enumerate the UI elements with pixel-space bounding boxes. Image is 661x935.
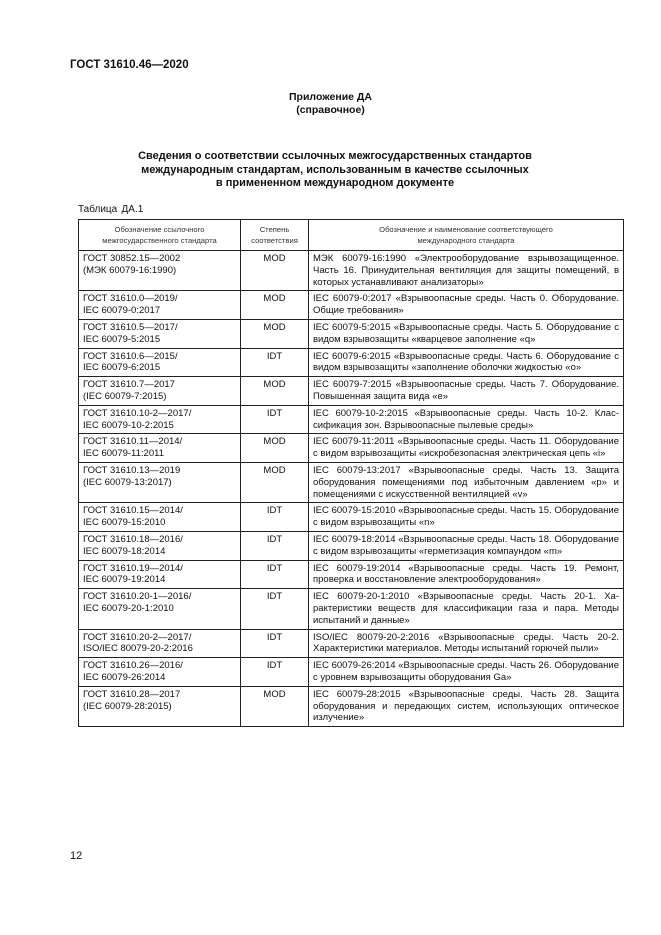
table-row	[79, 291, 624, 320]
interstate-standard-cell	[79, 462, 241, 502]
interstate-standard-cell	[79, 319, 241, 348]
table-row	[79, 377, 624, 406]
standard-designation: ГОСТ 31610.26—2016/	[83, 660, 183, 672]
correspondence-degree-cell: MOD	[241, 377, 309, 406]
column-header-interstate-standard	[79, 220, 241, 251]
table-row	[79, 589, 624, 629]
standard-designation-secondary: IEC 60079-5:2015	[83, 333, 161, 345]
standard-designation-secondary: (IEC 60079-28:2015)	[83, 700, 172, 712]
interstate-standard-cell	[79, 531, 241, 560]
international-standard-cell: IEC 60079-20-1:2010 «Взрывоопасные среды. Часть 20-1. Характеристики веществ для классификации газа и пара. Методы испытаний и данные»	[309, 589, 624, 629]
interstate-standard-cell	[79, 405, 241, 434]
correspondence-degree-cell: IDT	[241, 589, 309, 629]
correspondence-degree-cell: IDT	[241, 629, 309, 658]
table-row	[79, 560, 624, 589]
interstate-standard-cell	[79, 589, 241, 629]
column-header-line: Обозначение и наименование соответствующего	[379, 225, 553, 234]
standard-designation-secondary: IEC 60079-6:2015	[83, 362, 161, 374]
international-standard-cell: IEC 60079-13:2017 «Взрывоопасные среды. Часть 13. Защита оборудования помещениями под избыточным давлением «р» и помещениями с искусственной вентиляцией «v»	[309, 462, 624, 502]
table-row	[79, 405, 624, 434]
international-standard-cell: IEC 60079-5:2015 «Взрывоопасные среды. Часть 5. Оборудование с видом взрывозащиты «кварцевое заполнение «q»	[309, 319, 624, 348]
standard-designation: ГОСТ 31610.0—2019/	[83, 293, 178, 305]
international-standard-cell: IEC 60079-18:2014 «Взрывоопасные среды. Часть 18. Оборудование с видом взрывозащиты «герметизация компаундом «m»	[309, 531, 624, 560]
table-row	[79, 686, 624, 726]
table-header-row	[79, 220, 624, 251]
interstate-standard-cell	[79, 560, 241, 589]
standard-designation-secondary: (IEC 60079-13:2017)	[83, 476, 172, 488]
table-row	[79, 658, 624, 687]
standard-designation-secondary: IEC 60079-19:2014	[83, 574, 166, 586]
standard-designation: ГОСТ 31610.10-2—2017/	[83, 407, 192, 419]
standard-designation: ГОСТ 31610.19—2014/	[83, 562, 183, 574]
standard-designation-secondary: (IEC 60079-7:2015)	[83, 390, 167, 402]
standard-designation-secondary: IEC 60079-0:2017	[83, 305, 161, 317]
standard-designation: ГОСТ 31610.18—2016/	[83, 533, 183, 545]
appendix-title: Приложение ДА	[289, 91, 372, 103]
international-standard-cell: МЭК 60079-16:1990 «Электрооборудование взрывозащищенное. Часть 16. Принудительная вентиляция для защиты помещений, в которых устанавливают анализаторы»	[309, 251, 624, 291]
table-row	[79, 629, 624, 658]
table-row	[79, 251, 624, 291]
correspondence-degree-cell: IDT	[241, 348, 309, 377]
correspondence-degree-cell: IDT	[241, 658, 309, 687]
correspondence-degree-cell: MOD	[241, 686, 309, 726]
standard-designation-secondary: IEC 60079-18:2014	[83, 545, 166, 557]
standard-designation-secondary: ISO/IEC 80079-20-2:2016	[83, 643, 193, 655]
international-standard-cell: IEC 60079-6:2015 «Взрывоопасные среды. Часть 6. Оборудование с видом взрывозащиты «заполнение оболочки жидкостью «о»	[309, 348, 624, 377]
standard-designation: ГОСТ 31610.5—2017/	[83, 321, 178, 333]
table-body	[79, 251, 624, 727]
column-header-line: международного стандарта	[417, 236, 515, 245]
section-title	[100, 150, 570, 191]
table-row	[79, 531, 624, 560]
standard-designation-secondary: IEC 60079-26:2014	[83, 671, 166, 683]
table-caption	[78, 204, 143, 215]
column-header-degree	[241, 220, 309, 251]
international-standard-cell: IEC 60079-19:2014 «Взрывоопасные среды. Часть 19. Ремонт, проверка и восстановление электрооборудования»	[309, 560, 624, 589]
section-title-line: в примененном международном документе	[215, 177, 455, 189]
standard-designation: ГОСТ 31610.20-1—2016/	[83, 591, 192, 603]
interstate-standard-cell	[79, 291, 241, 320]
document-code: ГОСТ 31610.46—2020	[70, 59, 189, 71]
table-row	[79, 319, 624, 348]
standard-designation-secondary: IEC 60079-10-2:2015	[83, 419, 174, 431]
standard-designation-secondary: IEC 60079-15:2010	[83, 517, 166, 529]
column-header-line: Степень	[259, 225, 290, 234]
standard-designation: ГОСТ 31610.28—2017	[83, 688, 181, 700]
correspondence-degree-cell: MOD	[241, 251, 309, 291]
international-standard-cell: IEC 60079-28:2015 «Взрывоопасные среды. Часть 28. Защита оборудования и передающих систем, использующих оптическое излучение»	[309, 686, 624, 726]
interstate-standard-cell	[79, 348, 241, 377]
correspondence-degree-cell: IDT	[241, 405, 309, 434]
interstate-standard-cell	[79, 629, 241, 658]
correspondence-degree-cell: MOD	[241, 291, 309, 320]
interstate-standard-cell	[79, 377, 241, 406]
interstate-standard-cell	[79, 251, 241, 291]
international-standard-cell: IEC 60079-0:2017 «Взрывоопасные среды. Часть 0. Оборудование. Общие требования»	[309, 291, 624, 320]
standard-designation: ГОСТ 31610.6—2015/	[83, 350, 178, 362]
table-row	[79, 503, 624, 532]
section-title-line: Сведения о соответствии ссылочных межгосударственных стандартов	[138, 150, 532, 162]
standard-designation: ГОСТ 31610.15—2014/	[83, 505, 183, 517]
table-caption-label: Таблица	[78, 204, 118, 215]
international-standard-cell: ISO/IEC 80079-20-2:2016 «Взрывоопасные среды. Часть 20-2. Характеристики материалов. Методы испытаний горючей пыли»	[309, 629, 624, 658]
interstate-standard-cell	[79, 434, 241, 463]
interstate-standard-cell	[79, 658, 241, 687]
correspondence-degree-cell: IDT	[241, 560, 309, 589]
correspondence-degree-cell: IDT	[241, 503, 309, 532]
standard-designation: ГОСТ 31610.13—2019	[83, 464, 181, 476]
standard-designation-secondary: IEC 60079-20-1:2010	[83, 602, 174, 614]
standard-designation: ГОСТ 31610.7—2017	[83, 379, 175, 391]
column-header-line: соответствия	[251, 236, 298, 245]
page-number: 12	[70, 850, 83, 862]
international-standard-cell: IEC 60079-26:2014 «Взрывоопасные среды. Часть 26. Оборудование с уровнем взрывозащиты оборудования Ga»	[309, 658, 624, 687]
standards-correspondence-table	[78, 219, 624, 727]
table-row	[79, 348, 624, 377]
standard-designation-secondary: IEC 60079-11:2011	[83, 448, 164, 460]
correspondence-degree-cell: IDT	[241, 531, 309, 560]
international-standard-cell: IEC 60079-15:2010 «Взрывоопасные среды. Часть 15. Оборудование с видом взрывозащиты «n»	[309, 503, 624, 532]
standard-designation: ГОСТ 31610.20-2—2017/	[83, 631, 192, 643]
column-header-international-standard	[309, 220, 624, 251]
correspondence-degree-cell: MOD	[241, 462, 309, 502]
table-row	[79, 462, 624, 502]
column-header-line: межгосударственного стандарта	[102, 236, 217, 245]
standard-designation-secondary: (МЭК 60079-16:1990)	[83, 264, 177, 276]
appendix-heading	[0, 91, 661, 117]
international-standard-cell: IEC 60079-11:2011 «Взрывоопасные среды. Часть 11. Оборудование с видом взрывозащиты «искробезопасная электрическая цепь «i»	[309, 434, 624, 463]
interstate-standard-cell	[79, 503, 241, 532]
correspondence-degree-cell: MOD	[241, 434, 309, 463]
international-standard-cell: IEC 60079-10-2:2015 «Взрывоопасные среды. Часть 10-2. Классификация зон. Взрывоопасные пылевые среды»	[309, 405, 624, 434]
international-standard-cell: IEC 60079-7:2015 «Взрывоопасные среды. Часть 7. Оборудование. Повышенная защита вида «е»	[309, 377, 624, 406]
interstate-standard-cell	[79, 686, 241, 726]
standard-designation: ГОСТ 31610.11—2014/	[83, 436, 183, 448]
table-caption-number: ДА.1	[121, 204, 144, 215]
appendix-subtitle: (справочное)	[296, 104, 365, 116]
column-header-line: Обозначение ссылочного	[114, 225, 205, 234]
table-row	[79, 434, 624, 463]
standard-designation: ГОСТ 30852.15—2002	[83, 253, 181, 264]
correspondence-degree-cell: MOD	[241, 319, 309, 348]
section-title-line: международным стандартам, использованным в качестве ссылочных	[141, 163, 529, 176]
